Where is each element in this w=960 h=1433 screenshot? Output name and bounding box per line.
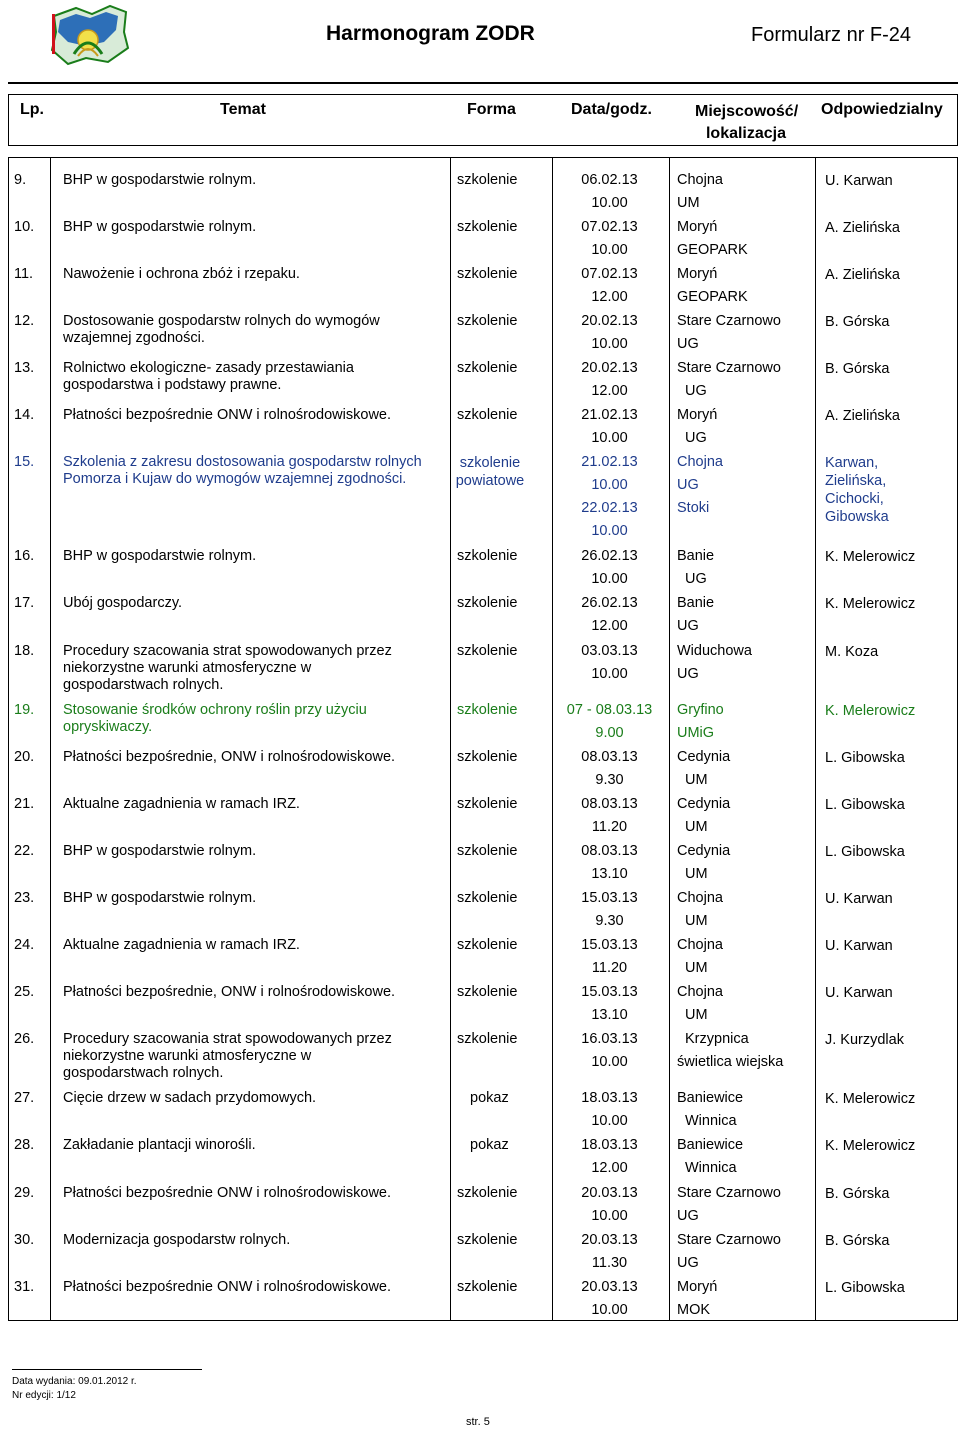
row-date: 07.02.13 [581, 266, 638, 282]
row-unit: UM [685, 866, 708, 882]
row-date: 20.02.13 [581, 313, 638, 329]
row-time: 12.00 [591, 383, 628, 399]
row-unit: UG [677, 477, 699, 493]
col-forma: Forma [467, 101, 516, 118]
row-person: M. Koza [825, 644, 879, 660]
row-person: U. Karwan [825, 173, 893, 189]
row-number: 23. [14, 890, 35, 906]
row-date-2: 22.02.13 [581, 500, 638, 516]
row-place: Cedynia [677, 796, 731, 812]
row-person: L. Gibowska [825, 1280, 905, 1296]
row-time: 11.20 [591, 960, 628, 976]
row-date: 08.03.13 [581, 843, 638, 859]
row-number: 10. [14, 219, 35, 235]
row-form: szkolenie [457, 796, 518, 812]
row-unit: MOK [677, 1302, 711, 1318]
row-form: szkolenie [457, 1185, 518, 1201]
row-time: 10.00 [591, 430, 628, 446]
row-date: 26.02.13 [581, 595, 638, 611]
row-number: 26. [14, 1031, 35, 1047]
row-time: 9.30 [595, 913, 624, 929]
row-place: Stare Czarnowo [677, 1232, 781, 1248]
row-topic: Procedury szacowania strat spowodowanych przez niekorzystne warunki atmosferyczne w gospodarstwach rolnych. [63, 1031, 392, 1081]
row-time: 10.00 [591, 571, 628, 587]
row-person: U. Karwan [825, 891, 893, 907]
row-place: Banie [677, 548, 715, 564]
row-date: 08.03.13 [581, 796, 638, 812]
row-number: 13. [14, 360, 35, 376]
row-place: Chojna [677, 454, 723, 470]
row-time: 10.00 [591, 477, 628, 493]
row-place: Stare Czarnowo [677, 360, 781, 376]
row-place: Moryń [677, 219, 718, 235]
row-unit: UMiG [677, 725, 715, 741]
row-form: szkolenie [457, 1232, 518, 1248]
row-date: 08.03.13 [581, 749, 638, 765]
row-unit: UM [685, 1007, 708, 1023]
row-place: Stare Czarnowo [677, 313, 781, 329]
row-number: 16. [14, 548, 35, 564]
row-topic: Procedury szacowania strat spowodowanych przez niekorzystne warunki atmosferyczne w gospodarstwach rolnych. [63, 643, 392, 693]
row-unit: GEOPARK [677, 242, 748, 258]
row-place: Chojna [677, 937, 723, 953]
row-place: Moryń [677, 266, 718, 282]
row-time: 13.10 [591, 866, 628, 882]
row-unit: UG [677, 666, 699, 682]
row-topic: Dostosowanie gospodarstw rolnych do wymogów wzajemnej zgodności. [63, 313, 380, 346]
row-topic: Modernizacja gospodarstw rolnych. [63, 1232, 291, 1248]
header-divider [8, 82, 958, 84]
col-miejscowosc: Miejscowość/ lokalizacja [695, 103, 799, 142]
row-date: 20.03.13 [581, 1185, 638, 1201]
row-unit: Winnica [685, 1160, 737, 1176]
row-number: 22. [14, 843, 35, 859]
row-unit: UM [685, 960, 708, 976]
row-number: 11. [14, 266, 34, 282]
row-date: 07.02.13 [581, 219, 638, 235]
row-person: U. Karwan [825, 938, 893, 954]
row-time: 10.00 [591, 666, 628, 682]
row-unit: świetlica wiejska [677, 1054, 784, 1070]
row-unit: UG [677, 618, 699, 634]
row-unit: GEOPARK [677, 289, 748, 305]
row-topic: Stosowanie środków ochrony roślin przy użyciu opryskiwaczy. [63, 702, 367, 735]
row-person: B. Górska [825, 1186, 890, 1202]
row-place: Baniewice [677, 1137, 744, 1153]
row-date: 20.03.13 [581, 1279, 638, 1295]
row-topic: Rolnictwo ekologiczne- zasady przestawiania gospodarstwa i podstawy prawne. [63, 360, 354, 393]
row-number: 15. [14, 454, 35, 470]
row-form: szkolenie [457, 702, 518, 718]
row-topic: Aktualne zagadnienia w ramach IRZ. [63, 796, 300, 812]
row-unit: UG [677, 1208, 699, 1224]
row-topic: Płatności bezpośrednie, ONW i rolnośrodowiskowe. [63, 749, 396, 765]
row-form: szkolenie [457, 172, 518, 188]
row-person: B. Górska [825, 361, 890, 377]
row-date: 06.02.13 [581, 172, 638, 188]
table-column-header [8, 94, 958, 146]
row-form: szkolenie [457, 843, 518, 859]
row-form: szkolenie [457, 219, 518, 235]
row-place: Cedynia [677, 843, 731, 859]
row-person: A. Zielińska [825, 220, 900, 236]
row-time: 12.00 [591, 1160, 628, 1176]
row-person: K. Melerowicz [825, 703, 916, 719]
document-header [8, 0, 958, 70]
row-unit: UM [685, 772, 708, 788]
row-number: 12. [14, 313, 35, 329]
row-place: Stare Czarnowo [677, 1185, 781, 1201]
row-unit: UG [677, 336, 699, 352]
row-form: szkolenie powiatowe [455, 455, 525, 489]
row-number: 21. [14, 796, 35, 812]
row-date: 18.03.13 [581, 1137, 638, 1153]
row-person: A. Zielińska [825, 267, 900, 283]
row-form: szkolenie [457, 595, 518, 611]
page-number: str. 5 [466, 1416, 490, 1428]
row-time: 11.30 [591, 1255, 628, 1271]
row-number: 9. [14, 172, 27, 188]
row-form: szkolenie [457, 643, 518, 659]
row-form: szkolenie [457, 984, 518, 1000]
row-date: 20.02.13 [581, 360, 638, 376]
row-number: 18. [14, 643, 35, 659]
row-place-2: Stoki [677, 500, 710, 516]
row-place: Moryń [677, 407, 718, 423]
row-number: 20. [14, 749, 35, 765]
edition-number: Nr edycji: 1/12 [12, 1390, 76, 1401]
row-unit: UG [685, 571, 707, 587]
row-topic: Aktualne zagadnienia w ramach IRZ. [63, 937, 300, 953]
schedule-table [8, 157, 958, 1321]
row-number: 25. [14, 984, 35, 1000]
issue-date: Data wydania: 09.01.2012 r. [12, 1376, 137, 1387]
row-date: 18.03.13 [581, 1090, 638, 1106]
col-odpowiedzialny: Odpowiedzialny [821, 101, 943, 118]
row-time: 10.00 [591, 336, 628, 352]
row-time: 12.00 [591, 618, 628, 634]
row-place: Baniewice [677, 1090, 744, 1106]
col-data: Data/godz. [571, 101, 652, 118]
row-form: szkolenie [457, 749, 518, 765]
row-place: Cedynia [677, 749, 731, 765]
row-place: Chojna [677, 984, 723, 1000]
row-unit: UG [685, 430, 707, 446]
row-time: 10.00 [591, 242, 628, 258]
row-date: 21.02.13 [581, 454, 638, 470]
row-person: Karwan, Zielińska, Cichocki, Gibowska [825, 455, 889, 525]
row-time-2: 10.00 [591, 523, 628, 539]
row-person: B. Górska [825, 314, 890, 330]
row-place: Chojna [677, 890, 723, 906]
row-time: 10.00 [591, 1054, 628, 1070]
row-date: 26.02.13 [581, 548, 638, 564]
form-number: Formularz nr F-24 [751, 24, 912, 46]
row-person: J. Kurzydlak [825, 1032, 904, 1048]
document-title: Harmonogram ZODR [326, 22, 535, 45]
row-topic: BHP w gospodarstwie rolnym. [63, 219, 257, 235]
row-unit: UG [677, 1255, 699, 1271]
row-time: 12.00 [591, 289, 628, 305]
row-place: Widuchowa [677, 643, 752, 659]
row-topic: Cięcie drzew w sadach przydomowych. [63, 1090, 317, 1106]
row-form: szkolenie [457, 266, 518, 282]
row-place: Krzypnica [685, 1031, 749, 1047]
row-form: pokaz [470, 1137, 509, 1153]
row-topic: Szkolenia z zakresu dostosowania gospodarstw rolnych Pomorza i Kujaw do wymogów wzajemnej zgodności. [63, 454, 422, 487]
row-place: Moryń [677, 1279, 718, 1295]
row-number: 28. [14, 1137, 35, 1153]
row-topic: BHP w gospodarstwie rolnym. [63, 548, 257, 564]
col-lp: Lp. [20, 101, 44, 118]
col-divider [50, 158, 51, 1320]
row-person: K. Melerowicz [825, 1138, 916, 1154]
col-divider [815, 158, 816, 1320]
row-time: 9.30 [595, 772, 624, 788]
row-topic: Ubój gospodarczy. [63, 595, 183, 611]
row-date: 03.03.13 [581, 643, 638, 659]
row-topic: BHP w gospodarstwie rolnym. [63, 843, 257, 859]
row-person: K. Melerowicz [825, 1091, 916, 1107]
row-form: szkolenie [457, 1031, 518, 1047]
row-date: 15.03.13 [581, 890, 638, 906]
row-number: 24. [14, 937, 35, 953]
row-date: 07 - 08.03.13 [566, 702, 653, 718]
row-person: A. Zielińska [825, 408, 900, 424]
row-form: pokaz [470, 1090, 509, 1106]
row-topic: Nawożenie i ochrona zbóż i rzepaku. [63, 266, 300, 282]
row-date: 21.02.13 [581, 407, 638, 423]
row-time: 9.00 [595, 725, 624, 741]
row-unit: UM [685, 819, 708, 835]
ministry-logo-icon [46, 2, 132, 68]
row-time: 10.00 [591, 1302, 628, 1318]
row-form: szkolenie [457, 890, 518, 906]
row-person: L. Gibowska [825, 750, 905, 766]
row-form: szkolenie [457, 407, 518, 423]
row-number: 31. [14, 1279, 35, 1295]
footer-divider [12, 1369, 202, 1370]
row-number: 17. [14, 595, 35, 611]
col-temat: Temat [220, 101, 266, 118]
row-person: L. Gibowska [825, 797, 905, 813]
row-time: 10.00 [591, 195, 628, 211]
row-person: K. Melerowicz [825, 549, 916, 565]
row-topic: BHP w gospodarstwie rolnym. [63, 172, 257, 188]
row-form: szkolenie [457, 360, 518, 376]
row-number: 14. [14, 407, 35, 423]
row-number: 30. [14, 1232, 35, 1248]
row-person: L. Gibowska [825, 844, 905, 860]
row-topic: BHP w gospodarstwie rolnym. [63, 890, 257, 906]
row-date: 16.03.13 [581, 1031, 638, 1047]
row-date: 15.03.13 [581, 937, 638, 953]
row-person: B. Górska [825, 1233, 890, 1249]
row-topic: Płatności bezpośrednie ONW i rolnośrodowiskowe. [63, 407, 392, 423]
row-topic: Płatności bezpośrednie ONW i rolnośrodowiskowe. [63, 1279, 392, 1295]
row-unit: UM [677, 195, 700, 211]
row-person: U. Karwan [825, 985, 893, 1001]
row-time: 10.00 [591, 1208, 628, 1224]
row-number: 29. [14, 1185, 35, 1201]
row-number: 27. [14, 1090, 35, 1106]
row-form: szkolenie [457, 937, 518, 953]
row-form: szkolenie [457, 1279, 518, 1295]
row-unit: UG [685, 383, 707, 399]
row-place: Banie [677, 595, 715, 611]
col-divider [669, 158, 670, 1320]
row-place: Chojna [677, 172, 723, 188]
row-time: 13.10 [591, 1007, 628, 1023]
row-topic: Płatności bezpośrednie ONW i rolnośrodowiskowe. [63, 1185, 392, 1201]
row-topic: Zakładanie plantacji winorośli. [63, 1137, 256, 1153]
row-form: szkolenie [457, 548, 518, 564]
row-place: Gryfino [677, 702, 724, 718]
row-topic: Płatności bezpośrednie, ONW i rolnośrodowiskowe. [63, 984, 396, 1000]
row-unit: UM [685, 913, 708, 929]
row-date: 20.03.13 [581, 1232, 638, 1248]
row-person: K. Melerowicz [825, 596, 916, 612]
row-date: 15.03.13 [581, 984, 638, 1000]
row-time: 10.00 [591, 1113, 628, 1129]
row-form: szkolenie [457, 313, 518, 329]
row-number: 19. [14, 702, 35, 718]
row-time: 11.20 [591, 819, 628, 835]
row-unit: Winnica [685, 1113, 737, 1129]
